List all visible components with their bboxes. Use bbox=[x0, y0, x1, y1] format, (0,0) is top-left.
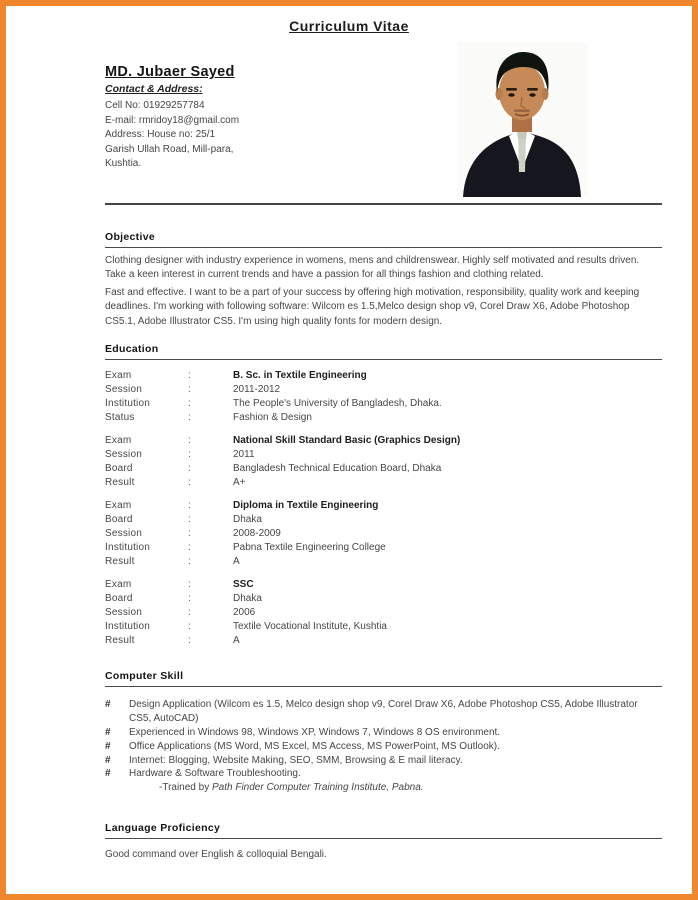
objective-paragraph-1: Clothing designer with industry experience in womens, mens and childrenswear. Highly self motivated and results driven. Take a keen interest in current trends and have a passion for all things fashion and clothing related. bbox=[105, 254, 640, 281]
skill-item bbox=[105, 767, 662, 781]
education-row bbox=[105, 369, 662, 383]
field-value: Diploma in Textile Engineering bbox=[233, 500, 379, 512]
colon-separator: : bbox=[188, 477, 191, 489]
field-label: Session bbox=[105, 449, 142, 461]
objective-heading: Objective bbox=[105, 231, 662, 248]
objective-paragraph-2: Fast and effective. I want to be a part of your success by offering high motivation, responsibility, quality work and keeping deadlines. I'm working with following software: Wilcom es 1.5,Melco design shop v9, Corel Draw X6, Adobe Photoshop CS5.1, Adobe Illustrator CS5. I'm using high quality fonts for modern design. bbox=[105, 286, 640, 327]
colon-separator: : bbox=[188, 500, 191, 512]
field-value: Dhaka bbox=[233, 514, 262, 526]
field-value: 2011 bbox=[233, 449, 255, 461]
field-value: Dhaka bbox=[233, 593, 262, 605]
education-row bbox=[105, 397, 662, 411]
colon-separator: : bbox=[188, 398, 191, 410]
hash-bullet-icon: # bbox=[105, 699, 111, 711]
field-label: Session bbox=[105, 384, 142, 396]
colon-separator: : bbox=[188, 607, 191, 619]
field-value: 2008-2009 bbox=[233, 528, 281, 540]
education-row bbox=[105, 499, 662, 513]
field-value: Textile Vocational Institute, Kushtia bbox=[233, 621, 387, 633]
email-address: E-mail: rmridoy18@gmail.com bbox=[105, 114, 240, 126]
education-row bbox=[105, 448, 662, 462]
hash-bullet-icon: # bbox=[105, 727, 111, 739]
education-heading: Education bbox=[105, 343, 662, 360]
street-address-line2: Garish Ullah Road, Mill-para, bbox=[105, 143, 234, 155]
field-label: Status bbox=[105, 412, 135, 424]
field-label: Exam bbox=[105, 500, 132, 512]
skill-text: Internet: Blogging, Website Making, SEO, SMM, Browsing & E mail literacy. bbox=[129, 754, 463, 766]
header-divider bbox=[105, 203, 662, 205]
colon-separator: : bbox=[188, 556, 191, 568]
colon-separator: : bbox=[188, 463, 191, 475]
street-address-line3: Kushtia. bbox=[105, 158, 142, 169]
field-label: Institution bbox=[105, 398, 151, 410]
computer-skill-heading: Computer Skill bbox=[105, 670, 662, 687]
education-row bbox=[105, 411, 662, 425]
education-row bbox=[105, 383, 662, 397]
education-row bbox=[105, 462, 662, 476]
colon-separator: : bbox=[188, 384, 191, 396]
hash-bullet-icon: # bbox=[105, 754, 111, 766]
language-proficiency-heading: Language Proficiency bbox=[105, 822, 662, 839]
field-value: A+ bbox=[233, 477, 246, 489]
education-row bbox=[105, 555, 662, 569]
field-label: Result bbox=[105, 635, 135, 647]
document-title: Curriculum Vitae bbox=[289, 18, 409, 34]
skill-item bbox=[105, 740, 662, 754]
field-value: Bangladesh Technical Education Board, Dhaka bbox=[233, 463, 442, 475]
education-row bbox=[105, 527, 662, 541]
street-address-line1: Address: House no: 25/1 bbox=[105, 129, 216, 140]
field-label: Result bbox=[105, 556, 135, 568]
field-label: Board bbox=[105, 514, 133, 526]
field-value: Fashion & Design bbox=[233, 412, 312, 424]
language-proficiency-text: Good command over English & colloquial Bengali. bbox=[105, 849, 327, 861]
skill-text: Office Applications (MS Word, MS Excel, MS Access, MS PowerPoint, MS Outlook). bbox=[129, 740, 500, 752]
field-label: Institution bbox=[105, 621, 151, 633]
education-block-diploma bbox=[105, 499, 662, 569]
colon-separator: : bbox=[188, 370, 191, 382]
trained-by-note bbox=[159, 781, 662, 795]
field-value: B. Sc. in Textile Engineering bbox=[233, 370, 367, 382]
colon-separator: : bbox=[188, 435, 191, 447]
cell-number: Cell No: 01929257784 bbox=[105, 100, 205, 111]
skill-item bbox=[105, 754, 662, 768]
education-row bbox=[105, 513, 662, 527]
education-block-nss bbox=[105, 434, 662, 490]
colon-separator: : bbox=[188, 412, 191, 424]
education-row bbox=[105, 606, 662, 620]
colon-separator: : bbox=[188, 621, 191, 633]
education-row bbox=[105, 592, 662, 606]
portrait-illustration bbox=[457, 42, 588, 197]
education-row bbox=[105, 578, 662, 592]
trained-by-prefix: -Trained by bbox=[159, 782, 212, 794]
contact-address-heading: Contact & Address: bbox=[105, 83, 203, 95]
field-label: Session bbox=[105, 528, 142, 540]
education-block-ssc bbox=[105, 578, 662, 648]
field-value: National Skill Standard Basic (Graphics Design) bbox=[233, 435, 461, 447]
field-value: 2006 bbox=[233, 607, 256, 619]
skill-item bbox=[105, 726, 662, 740]
colon-separator: : bbox=[188, 593, 191, 605]
skill-text: Experienced in Windows 98, Windows XP, Windows 7, Windows 8 OS environment. bbox=[129, 727, 501, 739]
field-value: A bbox=[233, 556, 240, 568]
field-label: Board bbox=[105, 463, 133, 475]
field-value: 2011-2012 bbox=[233, 384, 281, 396]
colon-separator: : bbox=[188, 449, 191, 461]
field-value: Pabna Textile Engineering College bbox=[233, 542, 386, 554]
skill-text: Design Application (Wilcom es 1.5, Melco design shop v9, Corel Draw X6, Adobe Photoshop CS5, Adobe Illustrator CS5, AutoCAD) bbox=[129, 699, 638, 725]
field-value: A bbox=[233, 635, 240, 647]
field-label: Board bbox=[105, 593, 133, 605]
skill-text: Hardware & Software Troubleshooting. bbox=[129, 768, 301, 780]
field-label: Institution bbox=[105, 542, 151, 554]
education-row bbox=[105, 541, 662, 555]
field-label: Exam bbox=[105, 579, 132, 591]
education-row bbox=[105, 620, 662, 634]
field-label: Session bbox=[105, 607, 142, 619]
field-value: SSC bbox=[233, 579, 254, 591]
field-label: Result bbox=[105, 477, 135, 489]
field-label: Exam bbox=[105, 435, 132, 447]
colon-separator: : bbox=[188, 528, 191, 540]
skill-item bbox=[105, 698, 662, 726]
field-value: The People's University of Bangladesh, Dhaka. bbox=[233, 398, 442, 410]
colon-separator: : bbox=[188, 579, 191, 591]
colon-separator: : bbox=[188, 542, 191, 554]
education-row bbox=[105, 434, 662, 448]
person-name: MD. Jubaer Sayed bbox=[105, 64, 235, 80]
computer-skill-list bbox=[105, 698, 662, 795]
hash-bullet-icon: # bbox=[105, 740, 111, 752]
colon-separator: : bbox=[188, 514, 191, 526]
colon-separator: : bbox=[188, 635, 191, 647]
profile-photo bbox=[457, 42, 588, 197]
education-block-bsc bbox=[105, 369, 662, 425]
hash-bullet-icon: # bbox=[105, 768, 111, 780]
training-institute-name: Path Finder Computer Training Institute, Pabna. bbox=[211, 782, 424, 794]
education-row bbox=[105, 476, 662, 490]
education-row bbox=[105, 634, 662, 648]
field-label: Exam bbox=[105, 370, 132, 382]
